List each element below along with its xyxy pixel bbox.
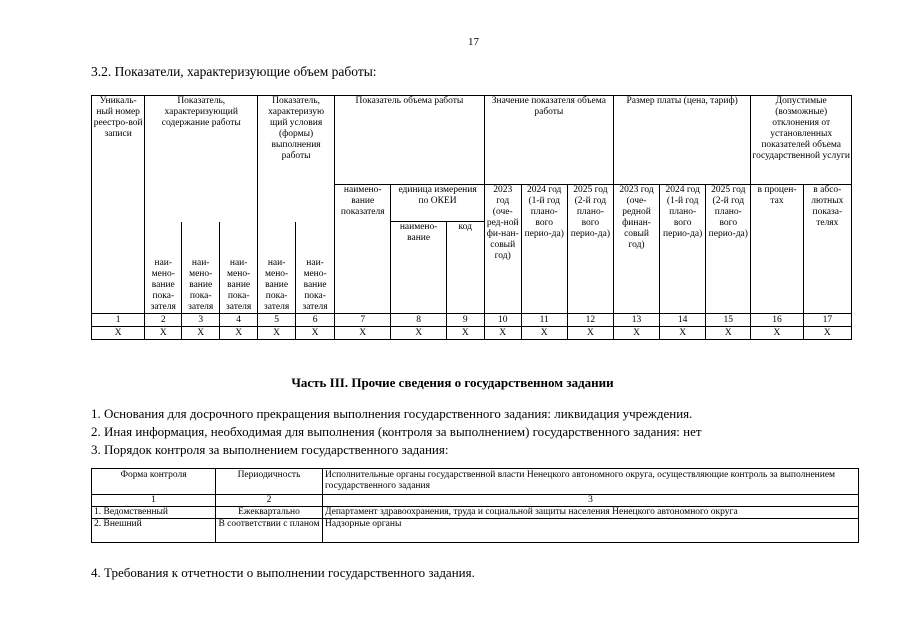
column-number: 10 bbox=[484, 314, 521, 327]
header-volume-value: Значение показателя объема работы bbox=[484, 96, 613, 185]
data-cell: Х bbox=[613, 327, 659, 340]
data-cell: Х bbox=[567, 327, 613, 340]
column-number: 3 bbox=[323, 495, 859, 507]
data-cell: Х bbox=[258, 327, 296, 340]
header-value-2023: 2023 год (оче-ред-ной фи-нан-совый год) bbox=[484, 185, 521, 314]
data-cell: Х bbox=[446, 327, 484, 340]
item-reporting-requirements: 4. Требования к отчетности о выполнении государственного задания. bbox=[91, 565, 475, 580]
column-number: 8 bbox=[391, 314, 446, 327]
column-number: 12 bbox=[567, 314, 613, 327]
header-control-form: Форма контроля bbox=[92, 469, 216, 495]
column-number: 14 bbox=[660, 314, 706, 327]
header-fee-2023: 2023 год (оче-редной финан-совый год) bbox=[613, 185, 659, 314]
column-number: 13 bbox=[613, 314, 659, 327]
header-value-2025: 2025 год (2-й год плано-вого перио-да) bbox=[567, 185, 613, 314]
header-content-name-1: наи-мено-вание пока-зателя bbox=[145, 222, 182, 314]
column-number: 5 bbox=[258, 314, 296, 327]
header-content-indicator: Показатель, характеризующий содержание работы bbox=[145, 96, 258, 222]
header-fee-2024: 2024 год (1-й год плано-вого перио-да) bbox=[660, 185, 706, 314]
header-indicator-name: наимено-вание показателя bbox=[335, 185, 391, 314]
data-cell: Х bbox=[751, 327, 803, 340]
data-cell: Х bbox=[706, 327, 751, 340]
header-volume-indicator: Показатель объема работы bbox=[335, 96, 485, 185]
header-content-name-3: наи-мено-вание пока-зателя bbox=[220, 222, 258, 314]
header-fee: Размер платы (цена, тариф) bbox=[613, 96, 750, 185]
control-body-cell: Надзорные органы bbox=[323, 519, 859, 543]
data-cell: Х bbox=[484, 327, 521, 340]
data-row bbox=[92, 327, 852, 340]
data-cell: Х bbox=[335, 327, 391, 340]
column-number: 9 bbox=[446, 314, 484, 327]
data-cell: Х bbox=[660, 327, 706, 340]
header-absolute: в абсо-лютных показа-телях bbox=[803, 185, 851, 314]
column-number: 2 bbox=[216, 495, 323, 507]
data-cell: Х bbox=[296, 327, 335, 340]
data-cell: Х bbox=[521, 327, 567, 340]
column-number: 3 bbox=[182, 314, 220, 327]
periodicity-cell: В соответствии с планом bbox=[216, 519, 323, 543]
column-number: 16 bbox=[751, 314, 803, 327]
data-cell: Х bbox=[145, 327, 182, 340]
page-number: 17 bbox=[468, 36, 479, 48]
work-volume-table bbox=[91, 95, 852, 340]
header-condition-name-1: наи-мено-вание пока-зателя bbox=[258, 222, 296, 314]
item-control-procedure: 3. Порядок контроля за выполнением государственного задания: bbox=[91, 442, 449, 457]
control-body-cell: Департамент здравоохранения, труда и социальной защиты населения Ненецкого автономного округа bbox=[323, 507, 859, 519]
data-cell: Х bbox=[220, 327, 258, 340]
periodicity-cell: Ежеквартально bbox=[216, 507, 323, 519]
control-form-cell: 1. Ведомственный bbox=[92, 507, 216, 519]
column-number: 4 bbox=[220, 314, 258, 327]
item-other-info: 2. Иная информация, необходимая для выполнения (контроля за выполнением) государственного задания: нет bbox=[91, 424, 702, 439]
header-unit-name: наимено-вание bbox=[391, 222, 446, 314]
part-title: Часть III. Прочие сведения о государственном задании bbox=[291, 375, 614, 390]
header-unit: единица измерения по ОКЕИ bbox=[391, 185, 484, 222]
header-condition-indicator: Показатель, характеризую щий условия (формы) выполнения работы bbox=[258, 96, 335, 222]
header-value-2024: 2024 год (1-й год плано-вого перио-да) bbox=[521, 185, 567, 314]
header-periodicity: Периодичность bbox=[216, 469, 323, 495]
column-number: 15 bbox=[706, 314, 751, 327]
header-percent: в процен-тах bbox=[751, 185, 803, 314]
column-number: 17 bbox=[803, 314, 851, 327]
data-cell: Х bbox=[92, 327, 145, 340]
header-fee-2025: 2025 год (2-й год плано-вого перио-да) bbox=[706, 185, 751, 314]
header-control-bodies: Исполнительные органы государственной власти Ненецкого автономного округа, осуществляющие контроль за выполнением государственного задания bbox=[323, 469, 859, 495]
item-termination-grounds: 1. Основания для досрочного прекращения выполнения государственного задания: ликвидация учреждения. bbox=[91, 406, 693, 421]
column-number: 1 bbox=[92, 495, 216, 507]
column-number: 6 bbox=[296, 314, 335, 327]
column-number-row bbox=[92, 314, 852, 327]
header-unit-code: код bbox=[446, 222, 484, 314]
data-cell: Х bbox=[803, 327, 851, 340]
data-cell: Х bbox=[182, 327, 220, 340]
column-number: 11 bbox=[521, 314, 567, 327]
header-content-name-2: наи-мено-вание пока-зателя bbox=[182, 222, 220, 314]
column-number: 2 bbox=[145, 314, 182, 327]
section-title: 3.2. Показатели, характеризующие объем работы: bbox=[91, 64, 377, 79]
header-unique-number: Уникаль-ный номер реестро-вой записи bbox=[92, 96, 145, 314]
header-condition-name-2: наи-мено-вание пока-зателя bbox=[296, 222, 335, 314]
column-number: 7 bbox=[335, 314, 391, 327]
control-form-cell: 2. Внешний bbox=[92, 519, 216, 543]
data-cell: Х bbox=[391, 327, 446, 340]
column-number: 1 bbox=[92, 314, 145, 327]
header-allowed-deviation: Допустимые (возможные) отклонения от установленных показателей объема государственной услуги bbox=[751, 96, 852, 185]
control-table bbox=[91, 468, 859, 543]
